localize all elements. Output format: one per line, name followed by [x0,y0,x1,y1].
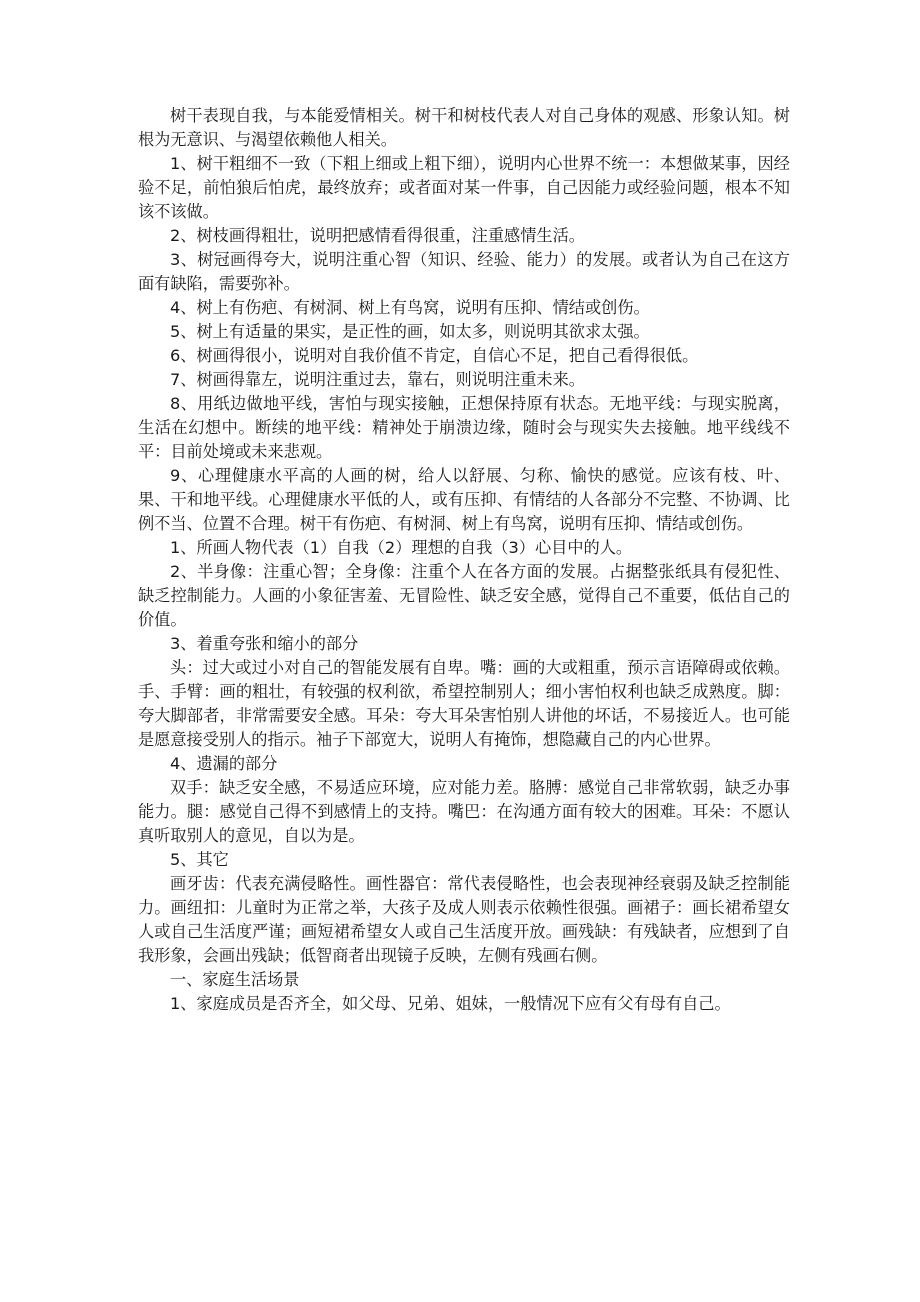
paragraph-small-tree: 6、树画得很小，说明对自我价值不肯定，自信心不足，把自己看得很低。 [170,346,699,365]
paragraph-omitted-parts: 双手：缺乏安全感，不易适应环境，应对能力差。胳膊：感觉自己非常软弱，缺乏办事能力。腿：感觉自己得不到感情上的支持。嘴巴：在沟通方面有较大的困难。耳朵：不愿认真听取别人的意见，自以为是。 [138,778,790,845]
paragraph-heading-omitted: 4、遗漏的部分 [170,754,278,773]
paragraph-other-details: 画牙齿：代表充满侵略性。画性器官：常代表侵略性，也会表现神经衰弱及缺乏控制能力。画纽扣：儿童时为正常之举，大孩子及成人则表示依赖性很强。画裙子：画长裙希望女人或自己生活度严谨；画短裙希望女人或自己生活度开放。画残缺：有残缺者，应想到了自我形象，会画出残缺；低智商者出现镜子反映，左侧有残画右侧。 [138,874,790,965]
paragraph-horizon: 8、用纸边做地平线，害怕与现实接触，正想保持原有状态。无地平线：与现实脱离，生活在幻想中。断续的地平线：精神处于崩溃边缘，随时会与现实失去接触。地平线线不平：目前处境或未来悲观。 [138,394,790,461]
paragraph-scars: 4、树上有伤疤、有树洞、树上有鸟窝，说明有压抑、情结或创伤。 [170,298,650,317]
paragraph-family-members: 1、家庭成员是否齐全，如父母、兄弟、姐妹，一般情况下应有父有母有自己。 [170,994,731,1013]
paragraph-tree-trunk-intro: 树干表现自我，与本能爱情相关。树干和树枝代表人对自己身体的观感、形象认知。树根为无意识、与渴望依赖他人相关。 [138,106,790,149]
paragraph-heading-other: 5、其它 [170,850,229,869]
paragraph-heading-exaggerated: 3、着重夸张和缩小的部分 [170,634,359,653]
paragraph-mental-health: 9、心理健康水平高的人画的树，给人以舒展、匀称、愉快的感觉。应该有枝、叶、果、干和地平线。心理健康水平低的人，或有压抑、有情结的人各部分不完整、不协调、比例不当、位置不合理。树干有伤疤、有树洞、树上有鸟窝，说明有压抑、情结或创伤。 [138,466,790,533]
paragraph-crown: 3、树冠画得夸大，说明注重心智（知识、经验、能力）的发展。或者认为自己在这方面有缺陷，需要弥补。 [138,250,790,293]
paragraph-branches: 2、树枝画得粗壮，说明把感情看得很重，注重感情生活。 [170,226,585,245]
paragraph-heading-family-scene: 一、家庭生活场景 [170,970,300,989]
paragraph-body-parts: 头：过大或过小对自己的智能发展有自卑。嘴：画的大或粗重，预示言语障碍或依赖。手、手臂：画的粗壮，有较强的权利欲，希望控制别人；细小害怕权利也缺乏成熟度。脚：夸大脚部者，非常需要安全感。耳朵：夸大耳朵害怕别人讲他的坏话，不易接近人。也可能是愿意接受别人的指示。袖子下部宽大，说明人有掩饰，想隐藏自己的内心世界。 [138,658,790,749]
paragraph-person-represents: 1、所画人物代表（1）自我（2）理想的自我（3）心目中的人。 [170,538,633,557]
paragraph-bust-fullbody: 2、半身像：注重心智；全身像：注重个人在各方面的发展。占据整张纸具有侵犯性、缺乏控制能力。人画的小象征害羞、无冒险性、缺乏安全感，觉得自己不重要，低估自己的价值。 [138,562,790,629]
paragraph-trunk-thickness: 1、树干粗细不一致（下粗上细或上粗下细），说明内心世界不统一：本想做某事，因经验不足，前怕狼后怕虎，最终放弃；或者面对某一件事，自己因能力或经验问题，根本不知该不该做。 [138,154,790,221]
paragraph-tree-position: 7、树画得靠左，说明注重过去，靠右，则说明注重未来。 [170,370,585,389]
document-body [138,104,790,1016]
paragraph-fruit: 5、树上有适量的果实，是正性的画，如太多，则说明其欲求太强。 [170,322,650,341]
